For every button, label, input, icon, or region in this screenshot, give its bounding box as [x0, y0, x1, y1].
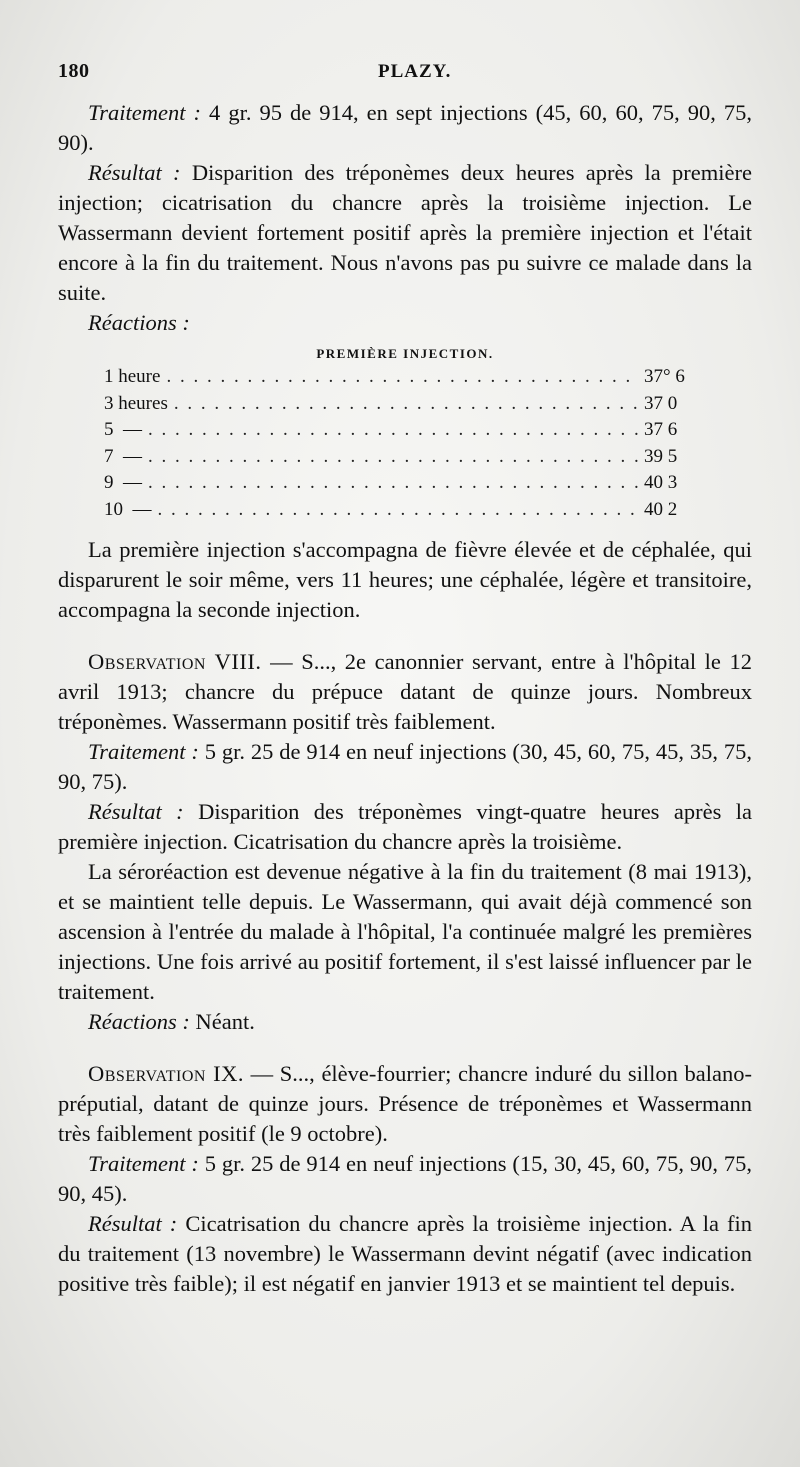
running-title: PLAZY. — [378, 61, 452, 82]
row-value: 37 6 — [644, 419, 678, 440]
resultat-text: Disparition des tréponèmes vingt-quatre heures après la première injection. Cicatrisation du chancre après la troisième. — [58, 799, 753, 854]
resultat-text: Disparition des tréponèmes deux heures après la première injection; cicatrisation du chancre après la troisième injection. Le Wassermann devient fortement positif après la première injection et l'était encore à la fin du traitement. Nous n'avons pas pu suivre ce malade dans la suite. — [58, 160, 753, 305]
obs7-traitement — [58, 98, 752, 158]
obs9-intro-text: — S..., élève-fourrier; chancre induré du sillon balano-préputial, datant de quinze jours. Présence de tréponèmes et Wassermann très faiblement positif (le 9 octobre). — [58, 1061, 752, 1146]
reactions-label: Réactions : — [88, 1009, 190, 1034]
traitement-text: 5 gr. 25 de 914 en neuf injections (30, 45, 60, 75, 45, 35, 75, 90, 75). — [58, 739, 753, 794]
leader-dots — [174, 393, 638, 415]
row-value: 40 3 — [644, 472, 678, 493]
obs9-intro — [58, 1059, 752, 1149]
page-number: 180 — [58, 60, 90, 82]
temperature-table — [58, 366, 752, 525]
leader-dots — [158, 499, 639, 521]
obs7-reactions — [58, 308, 752, 338]
reactions-label: Réactions : — [88, 310, 190, 335]
row-value: 37° 6 — [644, 366, 685, 387]
obs9-resultat — [58, 1209, 752, 1299]
table-row — [104, 499, 714, 526]
row-label: 3 heures — [104, 392, 168, 414]
row-value: 40 2 — [644, 498, 678, 520]
obs9-heading: Observation IX. — [88, 1061, 244, 1086]
row-label: 7 — — [104, 445, 142, 467]
row-label: 10 — — [104, 498, 152, 520]
traitement-label: Traitement : — [88, 739, 199, 764]
obs7-after-table: La première injection s'accompagna de fièvre élevée et de céphalée, qui disparurent le soir même, vers 11 heures; une céphalée, légère et transitoire, accompagna la seconde injection. — [58, 537, 752, 622]
table-row — [104, 446, 714, 473]
table-row — [104, 472, 714, 499]
table-row — [104, 366, 714, 393]
obs8-reactions — [58, 1007, 752, 1037]
obs8-resultat — [58, 797, 752, 857]
leader-dots — [148, 419, 638, 441]
traitement-text: 4 gr. 95 de 914, en sept injections (45, 60, 60, 75, 90, 75, 90). — [58, 100, 753, 155]
reactions-text: Néant. — [189, 1009, 255, 1034]
leader-dots — [148, 472, 638, 494]
page-header — [58, 60, 752, 98]
obs8-heading: Observation VIII. — [88, 649, 262, 674]
obs8-intro — [58, 647, 752, 737]
resultat-label: Résultat : — [88, 1211, 178, 1236]
row-label: 9 — — [104, 472, 142, 493]
obs9-traitement — [58, 1149, 752, 1209]
table-row — [104, 393, 714, 420]
leader-dots — [166, 366, 638, 388]
row-label: 5 — — [104, 419, 142, 440]
row-label: 1 heure — [104, 366, 161, 387]
resultat-text: Cicatrisation du chancre après la troisième injection. A la fin du traitement (13 novembre) le Wassermann devint négatif (avec indication positive très faible); il est négatif en janvier 1913 et se maintient tel depuis. — [58, 1211, 753, 1296]
obs7-resultat — [58, 158, 752, 308]
table-row — [104, 419, 714, 446]
row-value: 37 0 — [644, 392, 678, 414]
traitement-label: Traitement : — [88, 1151, 199, 1176]
obs8-traitement — [58, 737, 752, 797]
obs8-paragraph: La séroréaction est devenue négative à la fin du traitement (8 mai 1913), et se maintient telle depuis. Le Wassermann, qui avait déjà commencé son ascension à l'entrée du malade à l'hôpital, l'a continuée malgré les premières injections. Une fois arrivé au positif fortement, il s'est laissé influencer par le traitement. — [58, 859, 752, 1004]
table-title: PREMIÈRE INJECTION. — [316, 346, 494, 361]
leader-dots — [148, 446, 638, 468]
resultat-label: Résultat : — [88, 799, 184, 824]
row-value: 39 5 — [644, 445, 678, 467]
obs8-intro-text: — S..., 2e canonnier servant, entre à l'hôpital le 12 avril 1913; chancre du prépuce datant de quinze jours. Nombreux tréponèmes. Wassermann positif très faiblement. — [58, 649, 752, 734]
traitement-text: 5 gr. 25 de 914 en neuf injections (15, 30, 45, 60, 75, 90, 75, 90, 45). — [58, 1151, 753, 1206]
traitement-label: Traitement : — [88, 100, 202, 125]
resultat-label: Résultat : — [88, 160, 181, 185]
